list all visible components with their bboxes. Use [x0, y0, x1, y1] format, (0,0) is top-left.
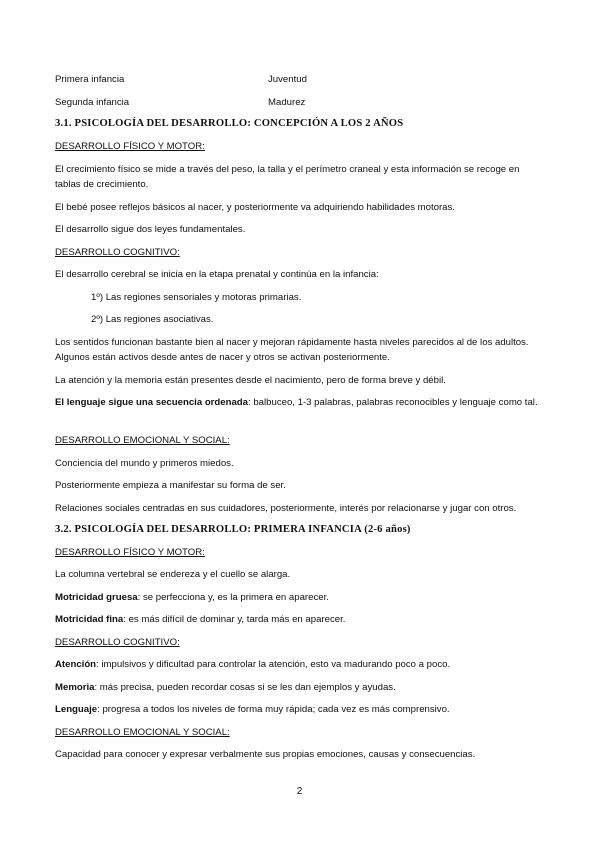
list-item: 1º) Las regiones sensoriales y motoras primarias. [91, 292, 302, 303]
table-cell: Primera infancia [55, 74, 125, 85]
subsection-title: DESARROLLO FÍSICO Y MOTOR: [55, 547, 205, 558]
paragraph: Posteriormente empieza a manifestar su forma de ser. [55, 480, 286, 491]
subsection-title: DESARROLLO COGNITIVO: [55, 247, 180, 258]
paragraph [55, 681, 396, 696]
paragraph: Relaciones sociales centradas en sus cuidadores, posteriormente, interés por relacionarse y jugar con otros. [55, 503, 517, 514]
paragraph: La atención y la memoria están presentes desde el nacimiento, pero de forma breve y débil. [55, 375, 446, 386]
paragraph: La columna vertebral se endereza y el cuello se alarga. [55, 569, 291, 580]
subsection-title: DESARROLLO FÍSICO Y MOTOR: [55, 141, 205, 152]
paragraph-text: : impulsivos y dificultad para controlar la atención, esto va madurando poco a poco. [96, 659, 451, 670]
paragraph [55, 591, 329, 606]
bold-term: Motricidad gruesa [55, 592, 138, 603]
paragraph [55, 658, 450, 673]
paragraph-text: : se perfecciona y, es la primera en aparecer. [137, 592, 329, 603]
list-item: 2º) Las regiones asociativas. [91, 314, 214, 325]
page-number: 2 [296, 786, 303, 797]
bold-term: Atención [55, 659, 97, 670]
paragraph: El crecimiento físico se mide a través del peso, la talla y el perímetro craneal y esta información se recoge en tablas de crecimiento. [55, 164, 520, 190]
table-cell: Segunda infancia [55, 97, 130, 108]
subsection-title: DESARROLLO EMOCIONAL Y SOCIAL: [55, 727, 230, 738]
paragraph [55, 613, 345, 628]
paragraph [55, 703, 450, 718]
paragraph-text: : más precisa, pueden recordar cosas si se les dan ejemplos y ayudas. [94, 682, 396, 693]
paragraph: El desarrollo cerebral se inicia en la etapa prenatal y continúa en la infancia: [55, 269, 379, 280]
subsection-title: DESARROLLO EMOCIONAL Y SOCIAL: [55, 435, 230, 446]
table-cell: Madurez [268, 97, 306, 108]
subsection-title: DESARROLLO COGNITIVO: [55, 637, 180, 648]
paragraph: Los sentidos funcionan bastante bien al nacer y mejoran rápidamente hasta niveles parecidos al de los adultos. Algunos están activos desde antes de nacer y otros se activan posteriormente. [55, 337, 529, 363]
bold-term: Motricidad fina [55, 614, 124, 625]
paragraph: El desarrollo sigue dos leyes fundamentales. [55, 224, 246, 235]
bold-term: El lenguaje sigue una secuencia ordenada [55, 397, 249, 408]
paragraph [55, 396, 545, 411]
section-heading: 3.2. PSICOLOGÍA DEL DESARROLLO: PRIMERA INFANCIA (2-6 años) [55, 524, 411, 535]
paragraph-text: : progresa a todos los niveles de forma muy rápida; cada vez es más comprensivo. [97, 704, 450, 715]
paragraph-text: : balbuceo, 1-3 palabras, palabras reconocibles y lenguaje como tal. [248, 397, 538, 408]
paragraph: Capacidad para conocer y expresar verbalmente sus propias emociones, causas y consecuencias. [55, 749, 476, 760]
paragraph: Conciencia del mundo y primeros miedos. [55, 458, 234, 469]
bold-term: Memoria [55, 682, 95, 693]
bold-term: Lenguaje [55, 704, 98, 715]
paragraph: El bebé posee reflejos básicos al nacer, y posteriormente va adquiriendo habilidades motoras. [55, 202, 455, 213]
table-cell: Juventud [268, 74, 307, 85]
paragraph-text: : es más difícil de dominar y, tarda más en aparecer. [123, 614, 346, 625]
section-heading: 3.1. PSICOLOGÍA DEL DESARROLLO: CONCEPCIÓN A LOS 2 AÑOS [55, 118, 404, 129]
